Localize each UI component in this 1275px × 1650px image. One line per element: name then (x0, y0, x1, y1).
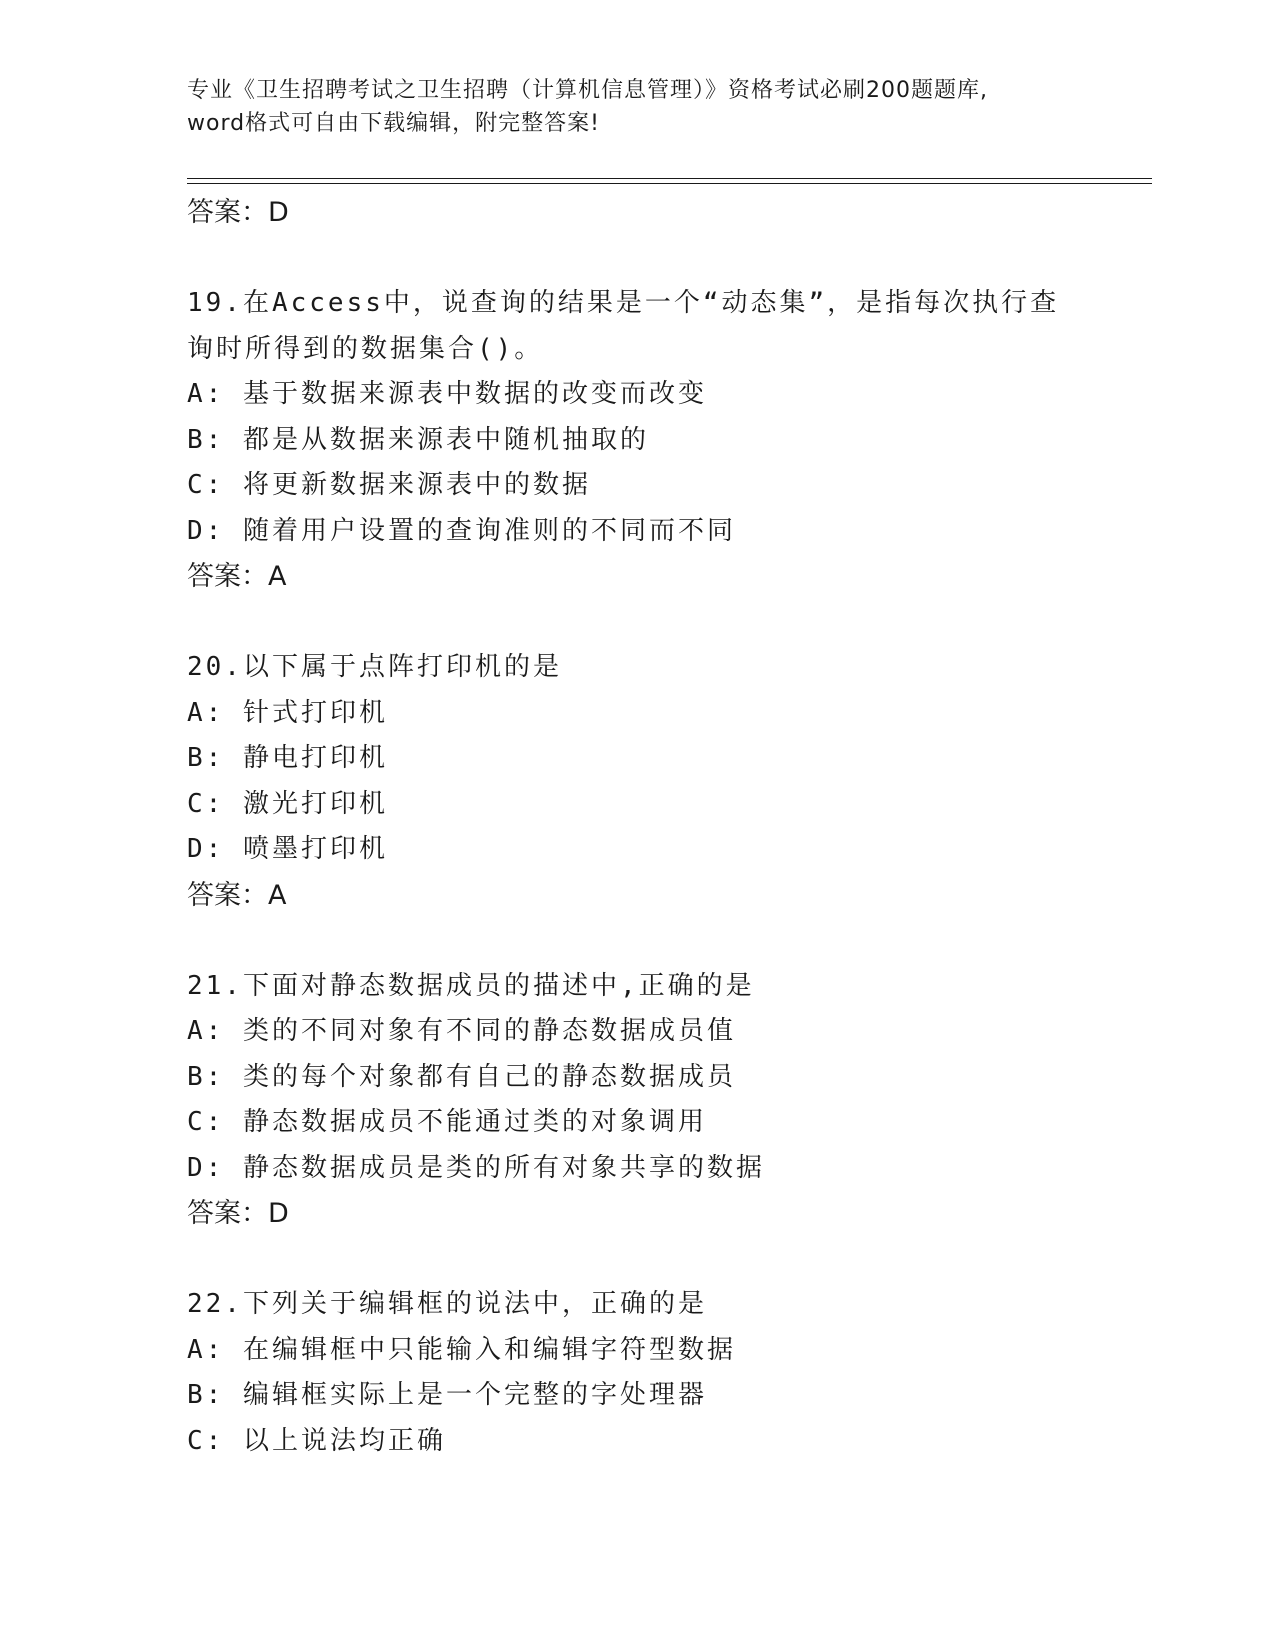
option-a: A: 在编辑框中只能输入和编辑字符型数据 (187, 1334, 736, 1365)
header-line-1: 专业《卫生招聘考试之卫生招聘（计算机信息管理）》资格考试必刷200题题库, (187, 78, 988, 103)
option-d: D: 喷墨打印机 (187, 834, 388, 864)
option-a: A: 针式打印机 (187, 697, 388, 728)
question-text: 20.以下属于点阵打印机的是 (187, 652, 562, 682)
document-body (187, 190, 1147, 1464)
question-19 (187, 281, 1147, 600)
question-22 (187, 1282, 1147, 1464)
header-line-2: word格式可自由下载编辑，附完整答案! (187, 111, 600, 136)
previous-answer: 答案：D (187, 197, 289, 228)
header-rule-top (187, 178, 1152, 179)
document-header (187, 74, 1087, 140)
option-a: A: 基于数据来源表中数据的改变而改变 (187, 379, 707, 409)
answer: 答案：A (187, 561, 287, 592)
option-b: B: 编辑框实际上是一个完整的字处理器 (187, 1380, 707, 1410)
question-text: 22.下列关于编辑框的说法中，正确的是 (187, 1289, 707, 1319)
option-c: C: 静态数据成员不能通过类的对象调用 (187, 1107, 707, 1137)
option-b: B: 静电打印机 (187, 743, 388, 773)
option-c: C: 激光打印机 (187, 788, 388, 819)
option-d: D: 随着用户设置的查询准则的不同而不同 (187, 515, 736, 546)
answer: 答案：A (187, 879, 287, 911)
option-b: B: 类的每个对象都有自己的静态数据成员 (187, 1061, 736, 1092)
question-text: 19.在Access中，说查询的结果是一个“动态集”，是指每次执行查 (187, 288, 1060, 318)
header-rule-bottom (187, 183, 1152, 184)
question-text-continued: 询时所得到的数据集合()。 (187, 333, 544, 364)
option-d: D: 静态数据成员是类的所有对象共享的数据 (187, 1152, 765, 1183)
question-20 (187, 645, 1147, 919)
option-a: A: 类的不同对象有不同的静态数据成员值 (187, 1016, 736, 1046)
option-c: C: 以上说法均正确 (187, 1425, 446, 1456)
question-text: 21.下面对静态数据成员的描述中,正确的是 (187, 970, 755, 1001)
answer: 答案：D (187, 1198, 289, 1229)
option-c: C: 将更新数据来源表中的数据 (187, 470, 591, 500)
option-b: B: 都是从数据来源表中随机抽取的 (187, 424, 649, 455)
question-21 (187, 964, 1147, 1238)
